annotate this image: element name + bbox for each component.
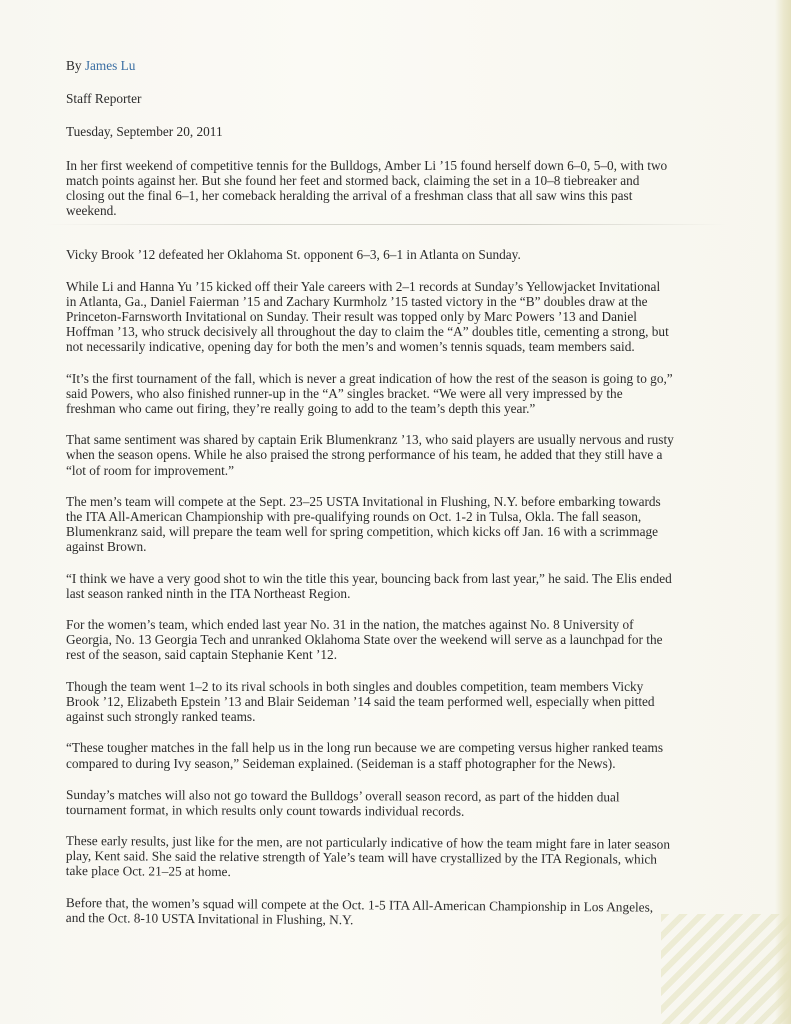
article [65, 58, 714, 928]
paragraph-line: take place Oct. 21–25 at home. [65, 863, 231, 880]
paragraph-line: Before that, the women’s squad will compete at the Oct. 1-5 ITA All-American Championship in Los Angeles, [65, 894, 654, 915]
paragraph-line: in Atlanta, Ga., Daniel Faierman ’15 and Zachary Kurmholz ’15 tasted victory in the “B” doubles draw at the [66, 293, 648, 309]
paragraph-line: For the women’s team, which ended last year No. 31 in the nation, the matches against No. 8 University of [66, 617, 634, 633]
paragraph [66, 617, 714, 663]
paragraph-line: Blumenkranz said, will prepare the team well for spring competition, which kicks off Jan. 16 with a scrimmage [66, 524, 659, 540]
paragraph-line: weekend. [66, 203, 117, 219]
paragraph-line: Sunday’s matches will also not go toward the Bulldogs’ overall season record, as part of the hidden dual [65, 786, 620, 805]
paragraph [66, 494, 714, 555]
paragraph-line: when the season opens. While he also praised the strong performance of his team, he added that they still have a [66, 447, 663, 463]
paragraph-line: against such strongly ranked teams. [66, 709, 256, 725]
paragraph-line: “These tougher matches in the fall help us in the long run because we are competing versus higher ranked teams [66, 740, 664, 756]
paragraph-line: Vicky Brook ’12 defeated her Oklahoma St. opponent 6–3, 6–1 in Atlanta on Sunday. [66, 247, 521, 263]
publish-date: Tuesday, September 20, 2011 [66, 124, 223, 140]
paragraph-line: While Li and Hanna Yu ’15 kicked off their Yale careers with 2–1 records at Sunday’s Yellowjacket Invitational [66, 278, 661, 294]
paragraph-line: said Powers, who also finished runner-up in the “A” singles bracket. “We were all very impressed by the [66, 385, 623, 401]
paragraph-line: rest of the season, said captain Stephanie Kent ’12. [66, 647, 338, 663]
paragraph-line: That same sentiment was shared by captain Erik Blumenkranz ’13, who said players are usually nervous and rusty [66, 432, 674, 448]
paragraph [66, 895, 714, 930]
byline-prefix: By [66, 58, 85, 73]
paragraph [66, 371, 714, 417]
page-fold-line [46, 224, 726, 225]
paragraph-line: “It’s the first tournament of the fall, which is never a great indication of how the rest of the season is going to go,” [66, 370, 673, 386]
paragraph-line: The men’s team will compete at the Sept. 23–25 USTA Invitational in Flushing, N.Y. before embarking towards [66, 493, 661, 509]
paragraph-line: and the Oct. 8-10 USTA Invitational in Flushing, N.Y. [65, 909, 354, 928]
paragraph-line: freshman who came out firing, they’re really going to add to the team’s depth this year.” [66, 401, 536, 417]
paragraph-line: closing out the final 6–1, her comeback heralding the arrival of a freshman class that all saw wins this past [66, 188, 633, 204]
paragraph-line: tournament format, in which results only count towards individual records. [65, 801, 465, 819]
paragraph [66, 571, 714, 601]
paragraph-line: play, Kent said. She said the relative strength of Yale’s team will have crystallized by the ITA Regionals, which [65, 848, 658, 867]
paragraph-line: compared to during Ivy season,” Seideman explained. (Seideman is a staff photographer for the News). [66, 755, 616, 771]
paragraph-line: Princeton-Farnsworth Invitational on Sunday. Their result was topped only by Marc Powers ’13 and Daniel [66, 309, 637, 325]
paragraph-line: Brook ’12, Elizabeth Epstein ’13 and Blair Seideman ’14 said the team performed well, especially when pitted [66, 693, 655, 709]
paragraph [66, 740, 714, 770]
page-edge-shadow [775, 0, 791, 1024]
paragraph-line: In her first weekend of competitive tennis for the Bulldogs, Amber Li ’15 found herself down 6–0, 5–0, with two [66, 157, 668, 173]
paragraph-line: These early results, just like for the men, are not particularly indicative of how the team might fare in later season [65, 833, 671, 852]
paragraph [66, 679, 714, 725]
author-name: James Lu [84, 58, 136, 73]
paragraph-line: last season ranked ninth in the ITA Northeast Region. [66, 585, 351, 601]
page-corner-texture [661, 914, 791, 1024]
paragraph-line: Though the team went 1–2 to its rival schools in both singles and doubles competition, team members Vicky [66, 678, 644, 694]
paragraph [66, 432, 714, 478]
byline [66, 58, 714, 73]
paragraph [66, 158, 714, 219]
paragraph-line: “I think we have a very good shot to win the title this year, bouncing back from last year,” he said. The Elis ended [66, 570, 672, 586]
paragraph [66, 787, 714, 820]
paragraph-line: match points against her. But she found her feet and stormed back, claiming the set in a 10–8 tiebreaker and [66, 172, 640, 188]
paragraph-line: Georgia, No. 13 Georgia Tech and unranked Oklahoma State over the weekend will serve as a launchpad for the [66, 632, 663, 648]
paragraph-line: not necessarily indicative, opening day for both the men’s and women’s tennis squads, team members said. [66, 339, 635, 355]
paragraph-line: Hoffman ’13, who struck decisively all throughout the day to claim the “A” doubles title, cementing a strong, but [66, 324, 669, 340]
paragraph [66, 279, 714, 355]
author-role: Staff Reporter [66, 91, 142, 107]
paragraph [66, 247, 714, 262]
paragraph-line: against Brown. [66, 539, 147, 555]
paragraph-line: the ITA All-American Championship with pre-qualifying rounds on Oct. 1-2 in Tulsa, Okla. The fall season, [66, 509, 642, 525]
paragraph-line: “lot of room for improvement.” [66, 462, 235, 478]
paragraph [66, 833, 714, 883]
